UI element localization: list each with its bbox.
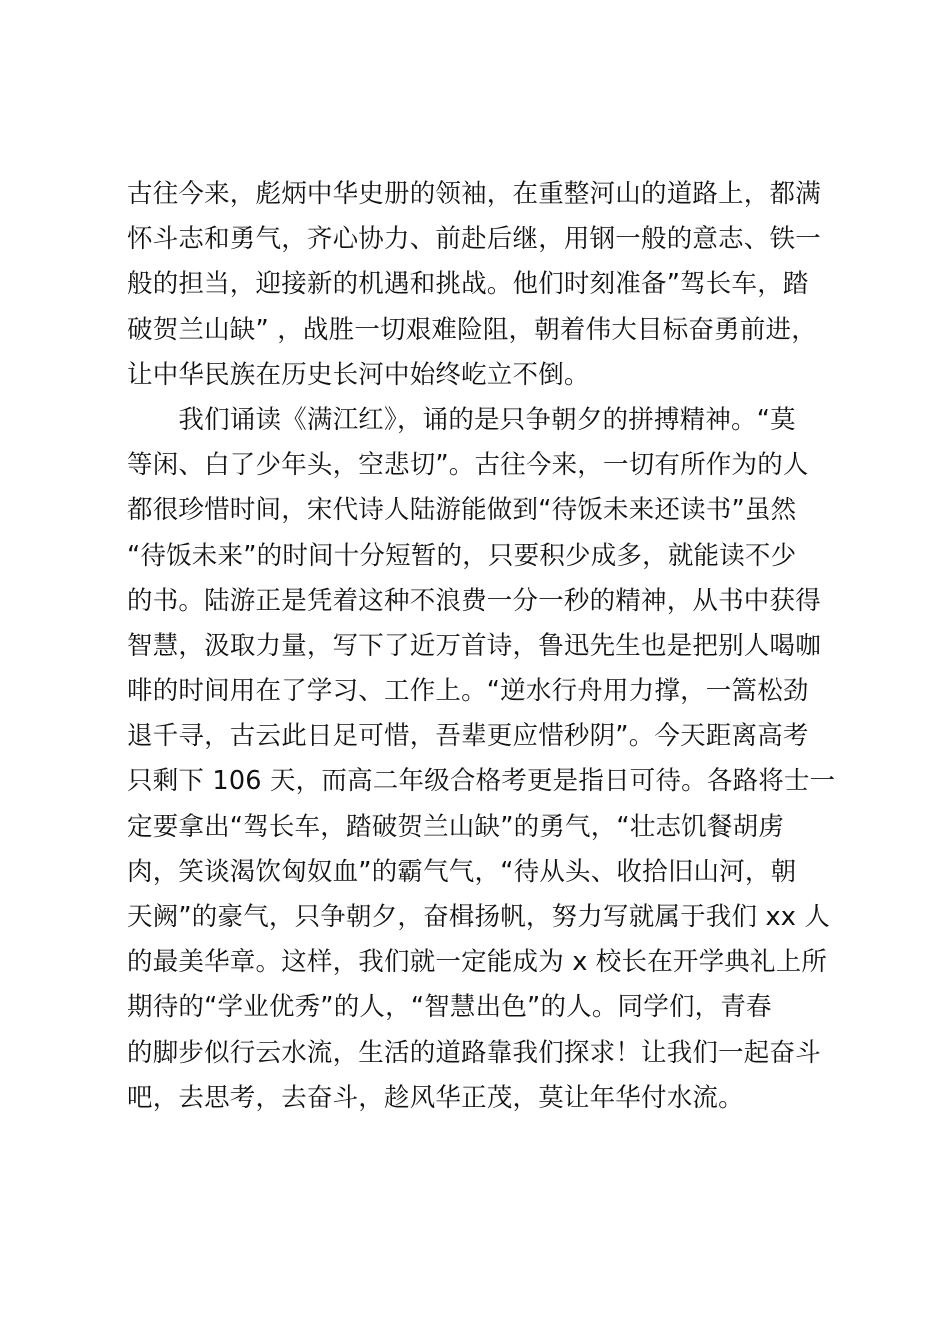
text-line: 期待的“学业优秀”的人，“智慧出色”的人。同学们，青春 <box>127 992 772 1023</box>
text-line: 天阙”的豪气，只争朝夕，奋楫扬帆，努力写就属于我们 xx 人 <box>127 902 831 932</box>
text-line: 啡的时间用在了学习、工作上。“逆水行舟用力撑，一篙松劲 <box>127 676 809 707</box>
text-line: 的脚步似行云水流，生活的道路靠我们探求！让我们一起奋斗 <box>127 1037 821 1068</box>
text-line: 都很珍惜时间，宋代诗人陆游能做到“待饭未来还读书”虽然 <box>127 495 797 526</box>
text-line: 智慧，汲取力量，写下了近万首诗，鲁迅先生也是把别人喝咖 <box>127 630 821 661</box>
text-line: 般的担当，迎接新的机遇和挑战。他们时刻准备”驾长车，踏 <box>127 269 809 300</box>
text-line: 等闲、白了少年头，空悲切”。古往今来，一切有所作为的人 <box>127 450 809 481</box>
text-line: 退千寻，古云此日足可惜，吾辈更应惜秒阴”。今天距离高考 <box>127 721 809 752</box>
text-line: “待饭未来”的时间十分短暂的，只要积少成多，就能读不少 <box>127 540 797 571</box>
text-line: 吧，去思考，去奋斗，趁风华正茂，莫让年华付水流。 <box>127 1082 744 1113</box>
text-line: 我们诵读《满江红》，诵的是只争朝夕的拼搏精神。“莫 <box>127 404 796 435</box>
text-line: 的最美华章。这样，我们就一定能成为 x 校长在开学典礼上所 <box>127 947 828 978</box>
text-line: 肉，笑谈渴饮匈奴血”的霸气气，“待从头、收拾旧山河，朝 <box>127 856 797 887</box>
text-line: 的书。陆游正是凭着这种不浪费一分一秒的精神，从书中获得 <box>127 585 821 616</box>
text-line: 古往今来，彪炳中华史册的领袖，在重整河山的道路上，都满 <box>127 179 821 209</box>
text-line: 只剩下 106 天，而高二年级合格考更是指日可待。各路将士一 <box>127 766 836 797</box>
body-text <box>127 172 836 1121</box>
text-line: 让中华民族在历史长河中始终屹立不倒。 <box>127 359 590 390</box>
text-line: 定要拿出“驾长车，踏破贺兰山缺”的勇气，“壮志饥餐胡虏 <box>127 811 785 842</box>
text-line: 怀斗志和勇气，齐心协力、前赴后继，用钢一般的意志、铁一 <box>127 224 821 255</box>
text-line: 破贺兰山缺” ，战胜一切艰难险阻，朝着伟大目标奋勇前进， <box>127 314 817 345</box>
